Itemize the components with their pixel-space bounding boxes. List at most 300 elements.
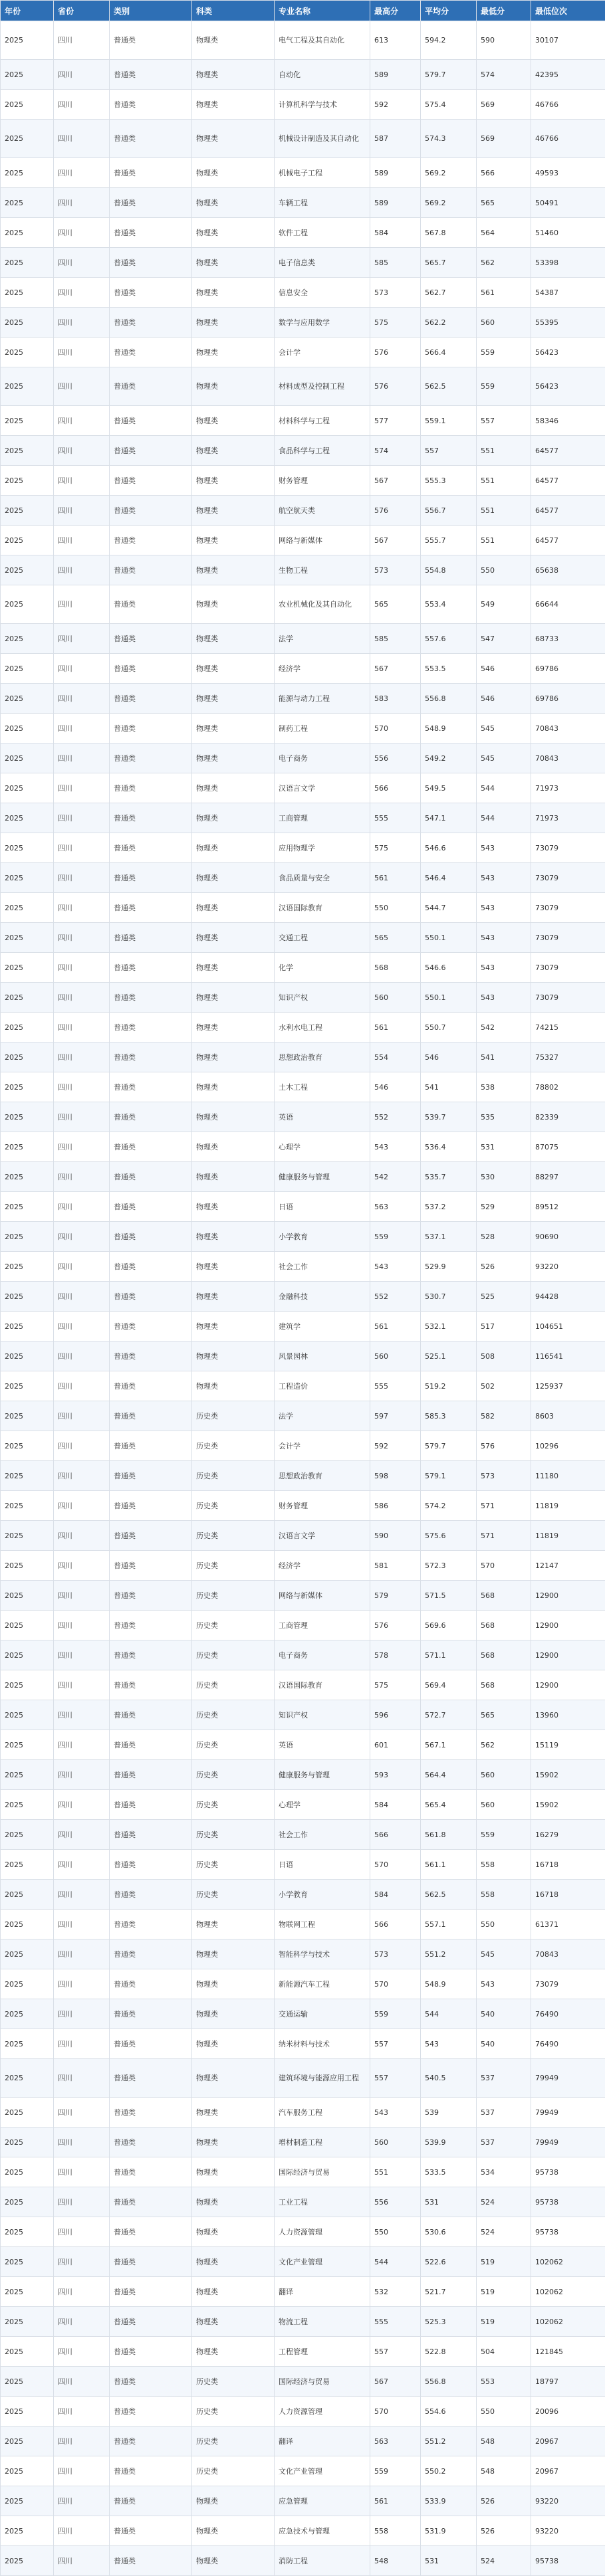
cell-avg-score: 585.3: [421, 1401, 477, 1431]
cell-max-score: 544: [370, 2247, 421, 2277]
cell-category: 普通类: [110, 158, 192, 188]
cell-min-score: 525: [477, 1282, 531, 1312]
table-row: [1, 1192, 605, 1222]
cell-avg-score: 550.1: [421, 983, 477, 1013]
cell-major-name: 应用物理学: [275, 833, 370, 863]
cell-min-score: 538: [477, 1072, 531, 1102]
cell-subject-type: 物理类: [192, 2247, 275, 2277]
cell-min-rank: 93220: [531, 2486, 605, 2516]
cell-min-rank: 68733: [531, 624, 605, 654]
cell-max-score: 586: [370, 1491, 421, 1521]
header-max-score: 最高分: [370, 1, 421, 21]
cell-category: 普通类: [110, 923, 192, 953]
cell-avg-score: 546.6: [421, 833, 477, 863]
cell-subject-type: 历史类: [192, 1491, 275, 1521]
cell-year: 2025: [1, 2546, 54, 2576]
cell-year: 2025: [1, 2367, 54, 2397]
cell-min-score: 535: [477, 1102, 531, 1132]
cell-major-name: 建筑环境与能源应用工程: [275, 2059, 370, 2098]
cell-province: 四川: [54, 308, 110, 338]
cell-min-rank: 20967: [531, 2456, 605, 2486]
cell-province: 四川: [54, 585, 110, 624]
cell-major-name: 电气工程及其自动化: [275, 21, 370, 60]
table-row: [1, 1969, 605, 1999]
table-row: [1, 555, 605, 585]
table-row: [1, 1611, 605, 1640]
cell-max-score: 557: [370, 2337, 421, 2367]
cell-year: 2025: [1, 773, 54, 803]
cell-max-score: 567: [370, 654, 421, 684]
header-major-name: 专业名称: [275, 1, 370, 21]
cell-subject-type: 物理类: [192, 188, 275, 218]
cell-year: 2025: [1, 367, 54, 406]
cell-major-name: 电子商务: [275, 1640, 370, 1670]
cell-min-score: 508: [477, 1341, 531, 1371]
cell-province: 四川: [54, 743, 110, 773]
cell-min-rank: 58346: [531, 406, 605, 436]
table-row: [1, 1341, 605, 1371]
cell-min-score: 564: [477, 218, 531, 248]
cell-year: 2025: [1, 248, 54, 278]
cell-subject-type: 物理类: [192, 158, 275, 188]
cell-max-score: 576: [370, 496, 421, 526]
cell-avg-score: 574.3: [421, 120, 477, 158]
cell-avg-score: 546: [421, 1042, 477, 1072]
cell-year: 2025: [1, 158, 54, 188]
cell-year: 2025: [1, 1162, 54, 1192]
table-row: [1, 218, 605, 248]
cell-min-rank: 102062: [531, 2277, 605, 2307]
cell-subject-type: 历史类: [192, 2427, 275, 2456]
cell-year: 2025: [1, 1282, 54, 1312]
cell-category: 普通类: [110, 1910, 192, 1939]
cell-category: 普通类: [110, 1371, 192, 1401]
cell-subject-type: 物理类: [192, 2516, 275, 2546]
table-row: [1, 624, 605, 654]
table-row: [1, 1910, 605, 1939]
cell-avg-score: 565.4: [421, 1790, 477, 1820]
cell-min-score: 562: [477, 1730, 531, 1760]
cell-min-rank: 11180: [531, 1461, 605, 1491]
cell-avg-score: 553.5: [421, 654, 477, 684]
cell-major-name: 交通运输: [275, 1999, 370, 2029]
cell-year: 2025: [1, 2456, 54, 2486]
cell-category: 普通类: [110, 2128, 192, 2157]
cell-avg-score: 550.7: [421, 1013, 477, 1042]
cell-province: 四川: [54, 624, 110, 654]
cell-major-name: 小学教育: [275, 1880, 370, 1910]
cell-subject-type: 历史类: [192, 1401, 275, 1431]
table-row: [1, 1072, 605, 1102]
cell-category: 普通类: [110, 1282, 192, 1312]
cell-max-score: 548: [370, 2546, 421, 2576]
cell-max-score: 598: [370, 1461, 421, 1491]
cell-min-score: 582: [477, 1401, 531, 1431]
cell-year: 2025: [1, 923, 54, 953]
cell-subject-type: 物理类: [192, 1102, 275, 1132]
cell-major-name: 新能源汽车工程: [275, 1969, 370, 1999]
cell-max-score: 570: [370, 1969, 421, 1999]
cell-min-score: 562: [477, 248, 531, 278]
cell-major-name: 翻译: [275, 2427, 370, 2456]
cell-major-name: 网络与新媒体: [275, 1581, 370, 1611]
cell-province: 四川: [54, 1461, 110, 1491]
cell-major-name: 食品科学与工程: [275, 436, 370, 466]
header-year: 年份: [1, 1, 54, 21]
cell-avg-score: 548.9: [421, 1969, 477, 1999]
cell-major-name: 土木工程: [275, 1072, 370, 1102]
cell-year: 2025: [1, 624, 54, 654]
cell-min-score: 537: [477, 2059, 531, 2098]
cell-province: 四川: [54, 90, 110, 120]
cell-max-score: 573: [370, 555, 421, 585]
cell-max-score: 583: [370, 684, 421, 714]
cell-avg-score: 571.1: [421, 1640, 477, 1670]
cell-avg-score: 531.9: [421, 2516, 477, 2546]
cell-max-score: 581: [370, 1551, 421, 1581]
cell-year: 2025: [1, 1880, 54, 1910]
cell-max-score: 566: [370, 1910, 421, 1939]
cell-min-score: 548: [477, 2456, 531, 2486]
cell-max-score: 613: [370, 21, 421, 60]
table-row: [1, 1730, 605, 1760]
cell-min-rank: 78802: [531, 1072, 605, 1102]
cell-category: 普通类: [110, 60, 192, 90]
cell-min-score: 543: [477, 893, 531, 923]
cell-max-score: 589: [370, 158, 421, 188]
cell-avg-score: 561.8: [421, 1820, 477, 1850]
cell-avg-score: 522.8: [421, 2337, 477, 2367]
cell-province: 四川: [54, 1730, 110, 1760]
cell-year: 2025: [1, 1670, 54, 1700]
cell-avg-score: 543: [421, 2029, 477, 2059]
cell-min-rank: 79949: [531, 2098, 605, 2128]
cell-province: 四川: [54, 60, 110, 90]
cell-year: 2025: [1, 1700, 54, 1730]
cell-major-name: 国际经济与贸易: [275, 2157, 370, 2187]
cell-min-score: 545: [477, 1939, 531, 1969]
cell-province: 四川: [54, 773, 110, 803]
cell-subject-type: 物理类: [192, 367, 275, 406]
cell-min-rank: 71973: [531, 803, 605, 833]
cell-min-score: 526: [477, 2486, 531, 2516]
cell-category: 普通类: [110, 1222, 192, 1252]
cell-min-rank: 53398: [531, 248, 605, 278]
cell-category: 普通类: [110, 2187, 192, 2217]
cell-category: 普通类: [110, 1581, 192, 1611]
table-row: [1, 496, 605, 526]
cell-major-name: 网络与新媒体: [275, 526, 370, 555]
cell-avg-score: 525.1: [421, 1341, 477, 1371]
cell-province: 四川: [54, 1491, 110, 1521]
cell-avg-score: 557.6: [421, 624, 477, 654]
cell-subject-type: 物理类: [192, 1282, 275, 1312]
cell-province: 四川: [54, 654, 110, 684]
cell-min-score: 546: [477, 654, 531, 684]
cell-province: 四川: [54, 953, 110, 983]
cell-avg-score: 549.5: [421, 773, 477, 803]
cell-avg-score: 519.2: [421, 1371, 477, 1401]
cell-major-name: 文化产业管理: [275, 2456, 370, 2486]
cell-min-rank: 95738: [531, 2217, 605, 2247]
cell-year: 2025: [1, 1042, 54, 1072]
cell-province: 四川: [54, 2307, 110, 2337]
cell-subject-type: 物理类: [192, 555, 275, 585]
cell-category: 普通类: [110, 2029, 192, 2059]
cell-year: 2025: [1, 714, 54, 743]
cell-major-name: 应急技术与管理: [275, 2516, 370, 2546]
cell-category: 普通类: [110, 1760, 192, 1790]
cell-year: 2025: [1, 1491, 54, 1521]
table-row: [1, 1132, 605, 1162]
cell-year: 2025: [1, 1969, 54, 1999]
cell-min-rank: 56423: [531, 367, 605, 406]
cell-major-name: 车辆工程: [275, 188, 370, 218]
cell-province: 四川: [54, 2486, 110, 2516]
table-row: [1, 2187, 605, 2217]
cell-max-score: 543: [370, 2098, 421, 2128]
cell-min-rank: 10296: [531, 1431, 605, 1461]
cell-min-rank: 15902: [531, 1790, 605, 1820]
cell-province: 四川: [54, 2029, 110, 2059]
cell-year: 2025: [1, 1431, 54, 1461]
cell-province: 四川: [54, 1880, 110, 1910]
cell-category: 普通类: [110, 983, 192, 1013]
cell-subject-type: 物理类: [192, 1042, 275, 1072]
cell-max-score: 596: [370, 1700, 421, 1730]
cell-major-name: 汉语国际教育: [275, 1670, 370, 1700]
cell-min-rank: 79949: [531, 2128, 605, 2157]
table-row: [1, 466, 605, 496]
cell-province: 四川: [54, 278, 110, 308]
cell-province: 四川: [54, 1700, 110, 1730]
cell-max-score: 555: [370, 1371, 421, 1401]
cell-major-name: 材料成型及控制工程: [275, 367, 370, 406]
cell-min-rank: 16279: [531, 1820, 605, 1850]
cell-major-name: 交通工程: [275, 923, 370, 953]
cell-province: 四川: [54, 466, 110, 496]
cell-min-rank: 73079: [531, 863, 605, 893]
cell-subject-type: 物理类: [192, 436, 275, 466]
cell-subject-type: 物理类: [192, 585, 275, 624]
cell-subject-type: 物理类: [192, 2486, 275, 2516]
cell-category: 普通类: [110, 308, 192, 338]
cell-category: 普通类: [110, 2427, 192, 2456]
cell-year: 2025: [1, 21, 54, 60]
cell-avg-score: 569.2: [421, 158, 477, 188]
cell-min-rank: 20967: [531, 2427, 605, 2456]
cell-subject-type: 历史类: [192, 1551, 275, 1581]
table-row: [1, 2157, 605, 2187]
cell-min-score: 519: [477, 2277, 531, 2307]
table-row: [1, 2307, 605, 2337]
cell-year: 2025: [1, 1013, 54, 1042]
cell-year: 2025: [1, 1640, 54, 1670]
cell-avg-score: 564.4: [421, 1760, 477, 1790]
cell-max-score: 570: [370, 1850, 421, 1880]
cell-province: 四川: [54, 2516, 110, 2546]
cell-avg-score: 532.1: [421, 1312, 477, 1341]
cell-min-rank: 93220: [531, 2516, 605, 2546]
cell-subject-type: 历史类: [192, 1820, 275, 1850]
cell-min-score: 537: [477, 2098, 531, 2128]
cell-major-name: 法学: [275, 624, 370, 654]
cell-max-score: 576: [370, 1611, 421, 1640]
cell-year: 2025: [1, 2157, 54, 2187]
cell-max-score: 552: [370, 1102, 421, 1132]
cell-min-rank: 12900: [531, 1611, 605, 1640]
cell-category: 普通类: [110, 1431, 192, 1461]
cell-min-rank: 79949: [531, 2059, 605, 2098]
table-row: [1, 1880, 605, 1910]
cell-min-score: 542: [477, 1013, 531, 1042]
cell-major-name: 软件工程: [275, 218, 370, 248]
header-category: 类别: [110, 1, 192, 21]
cell-major-name: 电子商务: [275, 743, 370, 773]
cell-max-score: 573: [370, 278, 421, 308]
cell-min-score: 548: [477, 2427, 531, 2456]
cell-subject-type: 物理类: [192, 1132, 275, 1162]
cell-province: 四川: [54, 2217, 110, 2247]
cell-max-score: 577: [370, 406, 421, 436]
cell-major-name: 物联网工程: [275, 1910, 370, 1939]
cell-max-score: 585: [370, 248, 421, 278]
cell-max-score: 561: [370, 1312, 421, 1341]
table-row: [1, 1939, 605, 1969]
cell-province: 四川: [54, 2546, 110, 2576]
table-row: [1, 2516, 605, 2546]
cell-subject-type: 物理类: [192, 2098, 275, 2128]
cell-year: 2025: [1, 188, 54, 218]
cell-max-score: 570: [370, 714, 421, 743]
cell-major-name: 工程管理: [275, 2337, 370, 2367]
table-row: [1, 2367, 605, 2397]
cell-province: 四川: [54, 1670, 110, 1700]
cell-province: 四川: [54, 2059, 110, 2098]
cell-min-score: 569: [477, 90, 531, 120]
cell-year: 2025: [1, 743, 54, 773]
cell-min-score: 566: [477, 158, 531, 188]
cell-avg-score: 535.7: [421, 1162, 477, 1192]
table-row: [1, 158, 605, 188]
cell-max-score: 584: [370, 218, 421, 248]
cell-category: 普通类: [110, 1072, 192, 1102]
cell-province: 四川: [54, 803, 110, 833]
cell-max-score: 570: [370, 2397, 421, 2427]
cell-category: 普通类: [110, 1820, 192, 1850]
cell-subject-type: 物理类: [192, 1222, 275, 1252]
cell-max-score: 532: [370, 2277, 421, 2307]
cell-max-score: 551: [370, 2157, 421, 2187]
cell-major-name: 能源与动力工程: [275, 684, 370, 714]
table-row: [1, 436, 605, 466]
table-row: [1, 833, 605, 863]
cell-min-rank: 95738: [531, 2187, 605, 2217]
cell-avg-score: 525.3: [421, 2307, 477, 2337]
cell-category: 普通类: [110, 1192, 192, 1222]
cell-subject-type: 物理类: [192, 218, 275, 248]
cell-year: 2025: [1, 2187, 54, 2217]
cell-max-score: 559: [370, 1999, 421, 2029]
cell-province: 四川: [54, 714, 110, 743]
cell-min-rank: 93220: [531, 1252, 605, 1282]
table-row: [1, 248, 605, 278]
cell-max-score: 565: [370, 923, 421, 953]
cell-category: 普通类: [110, 1551, 192, 1581]
cell-year: 2025: [1, 1551, 54, 1581]
cell-province: 四川: [54, 1341, 110, 1371]
cell-province: 四川: [54, 496, 110, 526]
cell-avg-score: 562.7: [421, 278, 477, 308]
cell-max-score: 576: [370, 367, 421, 406]
cell-min-score: 551: [477, 496, 531, 526]
cell-major-name: 应急管理: [275, 2486, 370, 2516]
cell-avg-score: 544: [421, 1999, 477, 2029]
cell-category: 普通类: [110, 1162, 192, 1192]
cell-province: 四川: [54, 2456, 110, 2486]
table-row: [1, 90, 605, 120]
cell-major-name: 金融科技: [275, 1282, 370, 1312]
table-row: [1, 1312, 605, 1341]
cell-max-score: 585: [370, 624, 421, 654]
cell-min-score: 560: [477, 1760, 531, 1790]
cell-year: 2025: [1, 406, 54, 436]
cell-min-rank: 13960: [531, 1700, 605, 1730]
table-row: [1, 188, 605, 218]
cell-major-name: 思想政治教育: [275, 1042, 370, 1072]
cell-province: 四川: [54, 1969, 110, 1999]
cell-year: 2025: [1, 2217, 54, 2247]
table-row: [1, 1581, 605, 1611]
cell-category: 普通类: [110, 1132, 192, 1162]
cell-max-score: 567: [370, 526, 421, 555]
cell-category: 普通类: [110, 1312, 192, 1341]
cell-min-score: 543: [477, 983, 531, 1013]
cell-min-score: 559: [477, 1820, 531, 1850]
cell-min-score: 540: [477, 1999, 531, 2029]
cell-min-rank: 54387: [531, 278, 605, 308]
cell-max-score: 565: [370, 585, 421, 624]
cell-major-name: 国际经济与贸易: [275, 2367, 370, 2397]
cell-province: 四川: [54, 863, 110, 893]
cell-max-score: 593: [370, 1760, 421, 1790]
cell-province: 四川: [54, 158, 110, 188]
cell-year: 2025: [1, 2397, 54, 2427]
cell-category: 普通类: [110, 338, 192, 367]
cell-major-name: 消防工程: [275, 2546, 370, 2576]
cell-min-score: 559: [477, 367, 531, 406]
table-row: [1, 2337, 605, 2367]
cell-subject-type: 物理类: [192, 773, 275, 803]
cell-min-score: 524: [477, 2217, 531, 2247]
cell-subject-type: 物理类: [192, 2157, 275, 2187]
cell-min-rank: 76490: [531, 2029, 605, 2059]
cell-min-rank: 46766: [531, 120, 605, 158]
cell-subject-type: 物理类: [192, 624, 275, 654]
cell-min-rank: 56423: [531, 338, 605, 367]
cell-category: 普通类: [110, 1999, 192, 2029]
table-row: [1, 2029, 605, 2059]
cell-year: 2025: [1, 1521, 54, 1551]
cell-province: 四川: [54, 188, 110, 218]
cell-max-score: 558: [370, 2516, 421, 2546]
cell-subject-type: 历史类: [192, 1521, 275, 1551]
cell-max-score: 561: [370, 1013, 421, 1042]
cell-avg-score: 555.3: [421, 466, 477, 496]
cell-subject-type: 物理类: [192, 496, 275, 526]
cell-major-name: 电子信息类: [275, 248, 370, 278]
cell-max-score: 559: [370, 2456, 421, 2486]
